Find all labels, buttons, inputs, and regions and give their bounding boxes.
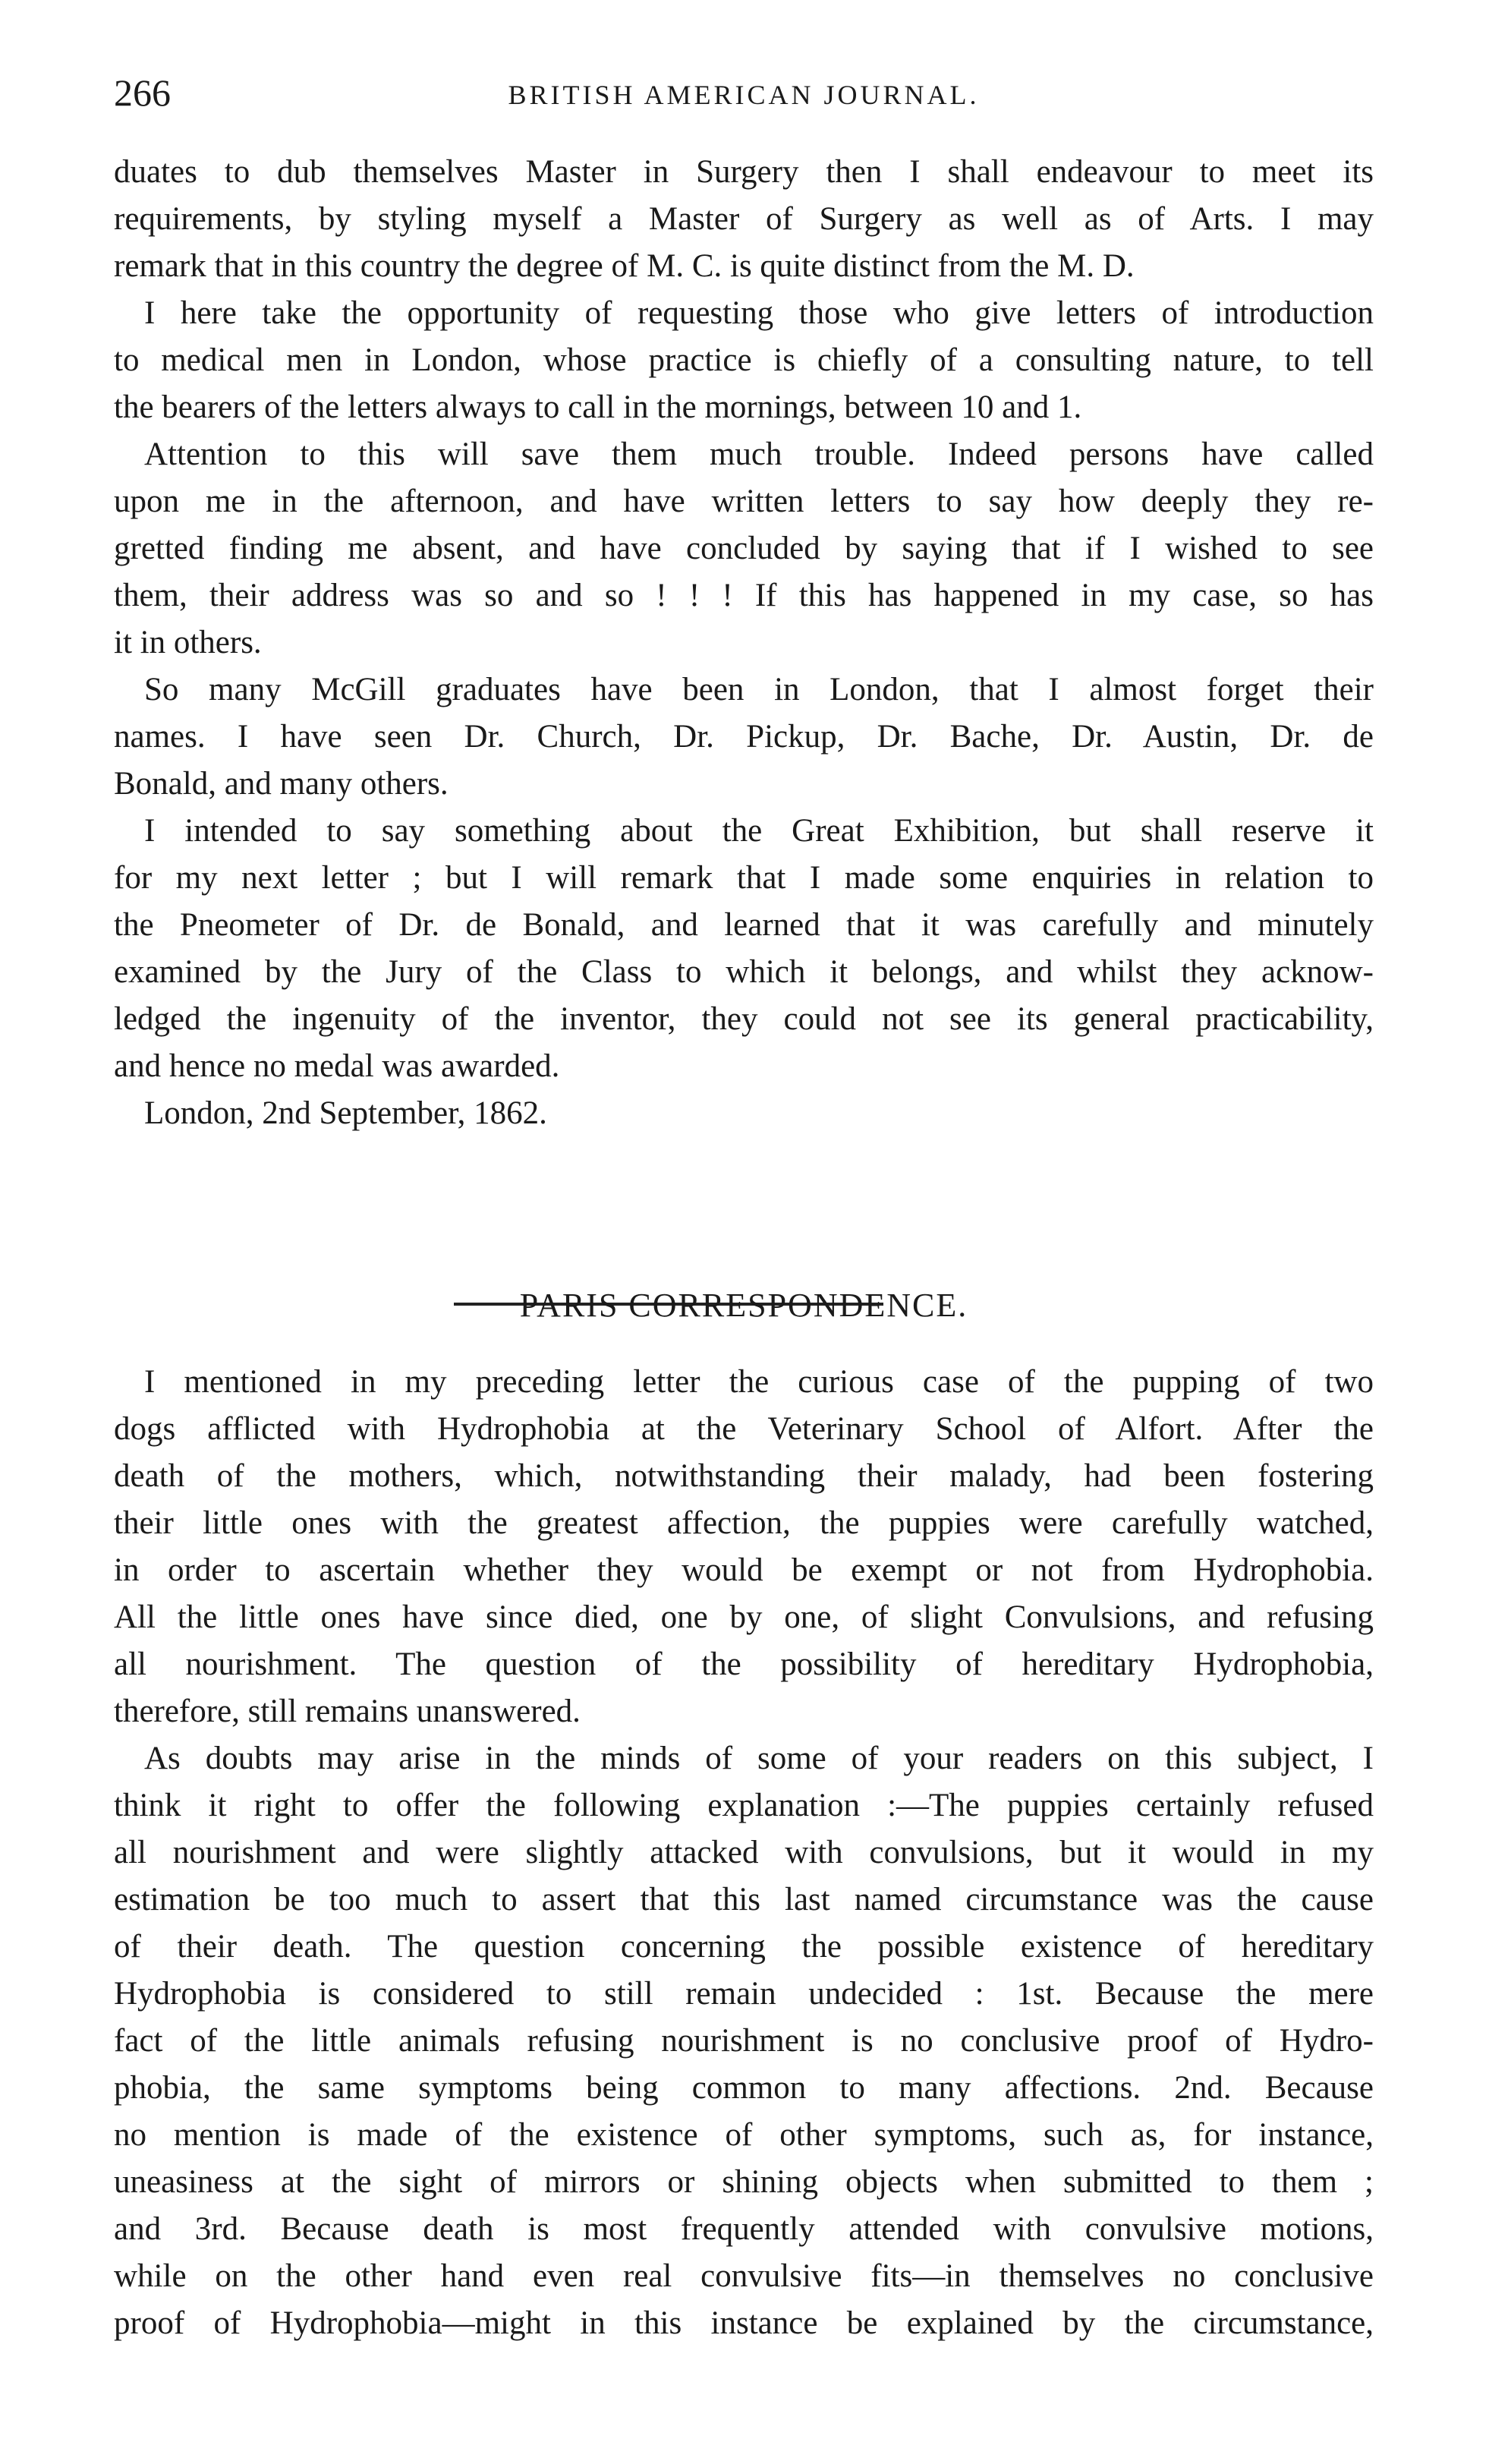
text-line: fact of the little animals refusing nourishment is no conclusive proof of Hydro- xyxy=(114,2023,1374,2059)
text-line: Hydrophobia is considered to still remain undecided : 1st. Because the mere xyxy=(114,1976,1374,2012)
text-line: death of the mothers, which, notwithstanding their malady, had been fostering xyxy=(114,1458,1374,1494)
text-line: the bearers of the letters always to call in the mornings, between 10 and 1. xyxy=(114,389,1082,425)
text-line: upon me in the afternoon, and have written letters to say how deeply they re- xyxy=(114,484,1374,519)
text-line: examined by the Jury of the Class to which it belongs, and whilst they acknow- xyxy=(114,954,1374,990)
text-line: no mention is made of the existence of other symptoms, such as, for instance, xyxy=(114,2117,1374,2153)
text-line: ledged the ingenuity of the inventor, they could not see its general practicability, xyxy=(114,1001,1374,1037)
text-line: phobia, the same symptoms being common to many affections. 2nd. Because xyxy=(114,2070,1374,2106)
text-line: duates to dub themselves Master in Surgery then I shall endeavour to meet its xyxy=(114,154,1374,190)
text-line: gretted finding me absent, and have concluded by saying that if I wished to see xyxy=(114,531,1374,566)
text-line: for my next letter ; but I will remark that I made some enquiries in relation to xyxy=(114,860,1374,896)
text-line: uneasiness at the sight of mirrors or shining objects when submitted to them ; xyxy=(114,2164,1374,2200)
text-line: all nourishment and were slightly attacked with convulsions, but it would in my xyxy=(114,1835,1374,1870)
text-line: I mentioned in my preceding letter the curious case of the pupping of two xyxy=(144,1364,1374,1400)
text-line: therefore, still remains unanswered. xyxy=(114,1694,581,1729)
text-line: and 3rd. Because death is most frequently attended with convulsive motions, xyxy=(114,2211,1374,2247)
running-head xyxy=(114,70,1374,123)
text-line: remark that in this country the degree of M. C. is quite distinct from the M. D. xyxy=(114,248,1135,284)
letter-column xyxy=(114,149,1374,1137)
text-line: of their death. The question concerning the possible existence of hereditary xyxy=(114,1929,1374,1965)
text-line: to medical men in London, whose practice is chiefly of a consulting nature, to tell xyxy=(114,342,1374,378)
text-line: I here take the opportunity of requesting those who give letters of introduction xyxy=(144,295,1374,331)
text-line: I intended to say something about the Great Exhibition, but shall reserve it xyxy=(144,813,1374,849)
section-heading: PARIS CORRESPONDENCE. xyxy=(519,1287,968,1324)
text-line: estimation be too much to assert that this last named circumstance was the cause xyxy=(114,1882,1374,1917)
paris-column xyxy=(114,1359,1374,2347)
text-line: in order to ascertain whether they would be exempt or not from Hydrophobia. xyxy=(114,1552,1374,1588)
text-line: the Pneometer of Dr. de Bonald, and learned that it was carefully and minutely xyxy=(114,907,1374,943)
text-line: As doubts may arise in the minds of some of your readers on this subject, I xyxy=(144,1741,1374,1776)
text-line: All the little ones have since died, one by one, of slight Convulsions, and refusing xyxy=(114,1599,1374,1635)
text-line: proof of Hydrophobia—might in this instance be explained by the circumstance, xyxy=(114,2305,1374,2341)
text-line: think it right to offer the following explanation :—The puppies certainly refused xyxy=(114,1788,1374,1823)
text-line: So many McGill graduates have been in London, that I almost forget their xyxy=(144,672,1374,707)
text-line: Attention to this will save them much trouble. Indeed persons have called xyxy=(144,436,1374,472)
text-line: Bonald, and many others. xyxy=(114,766,449,802)
text-line: and hence no medal was awarded. xyxy=(114,1048,560,1084)
text-line: dogs afflicted with Hydrophobia at the Veterinary School of Alfort. After the xyxy=(114,1411,1374,1447)
text-line: their little ones with the greatest affection, the puppies were carefully watched, xyxy=(114,1505,1374,1541)
journal-title: BRITISH AMERICAN JOURNAL. xyxy=(508,80,980,110)
text-line: while on the other hand even real convulsive fits—in themselves no conclusive xyxy=(114,2258,1374,2294)
text-line: it in others. xyxy=(114,625,262,660)
page-number: 266 xyxy=(114,71,171,114)
text-line: requirements, by styling myself a Master of Surgery as well as of Arts. I may xyxy=(114,201,1374,237)
text-line: names. I have seen Dr. Church, Dr. Pickup, Dr. Bache, Dr. Austin, Dr. de xyxy=(114,719,1374,755)
text-line: all nourishment. The question of the possibility of hereditary Hydrophobia, xyxy=(114,1646,1374,1682)
dateline: London, 2nd September, 1862. xyxy=(144,1095,547,1131)
text-line: them, their address was so and so ! ! ! If this has happened in my case, so has xyxy=(114,578,1374,613)
